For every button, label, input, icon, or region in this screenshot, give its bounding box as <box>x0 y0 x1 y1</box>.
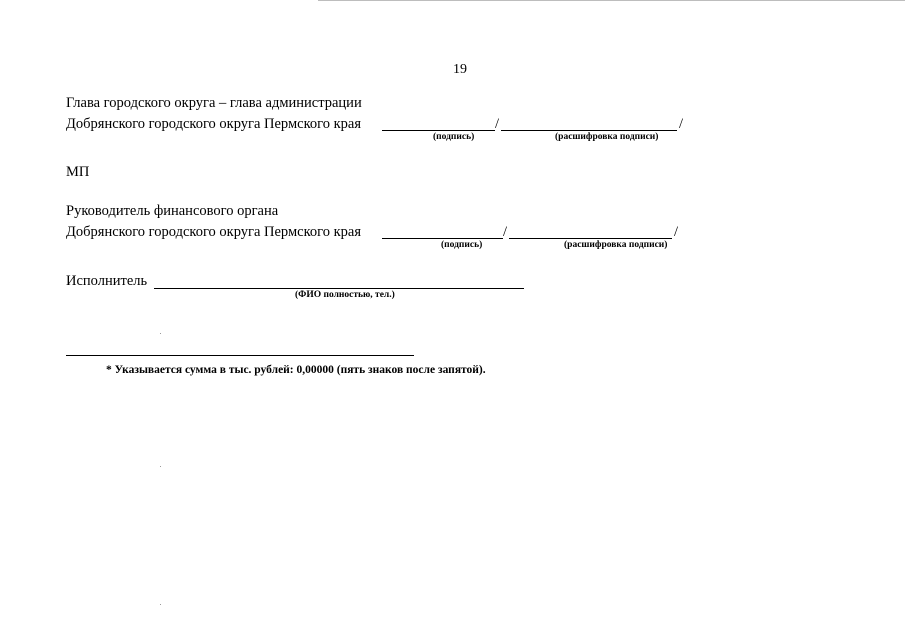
finance-decode-line <box>509 238 672 239</box>
page-number: 19 <box>453 62 467 77</box>
finance-separator-slash: / <box>503 224 508 240</box>
head-title-line2: Добрянского городского округа Пермского края <box>66 116 361 132</box>
finance-title-line1: Руководитель финансового органа <box>66 203 279 219</box>
footnote-rule <box>66 355 414 356</box>
executor-caption: (ФИО полностью, тел.) <box>295 290 395 300</box>
scan-speck <box>160 466 161 467</box>
head-separator-slash: / <box>495 116 500 132</box>
top-edge-rule <box>318 0 905 1</box>
stamp-label: МП <box>66 164 90 180</box>
finance-signature-line <box>382 238 503 239</box>
head-decode-line <box>501 130 677 131</box>
head-decode-caption: (расшифровка подписи) <box>555 132 659 142</box>
finance-signature-caption: (подпись) <box>441 240 483 250</box>
head-signature-caption: (подпись) <box>433 132 475 142</box>
finance-end-slash: / <box>674 224 679 240</box>
scan-speck <box>160 333 161 334</box>
head-signature-line <box>382 130 495 131</box>
head-end-slash: / <box>679 116 684 132</box>
executor-label: Исполнитель <box>66 273 148 289</box>
executor-line <box>154 288 524 289</box>
finance-title-line2: Добрянского городского округа Пермского края <box>66 224 361 240</box>
head-title-line1: Глава городского округа – глава администрации <box>66 95 362 111</box>
footnote-text: * Указывается сумма в тыс. рублей: 0,00000 (пять знаков после запятой). <box>106 364 486 376</box>
finance-decode-caption: (расшифровка подписи) <box>564 240 668 250</box>
scan-speck <box>160 604 161 605</box>
